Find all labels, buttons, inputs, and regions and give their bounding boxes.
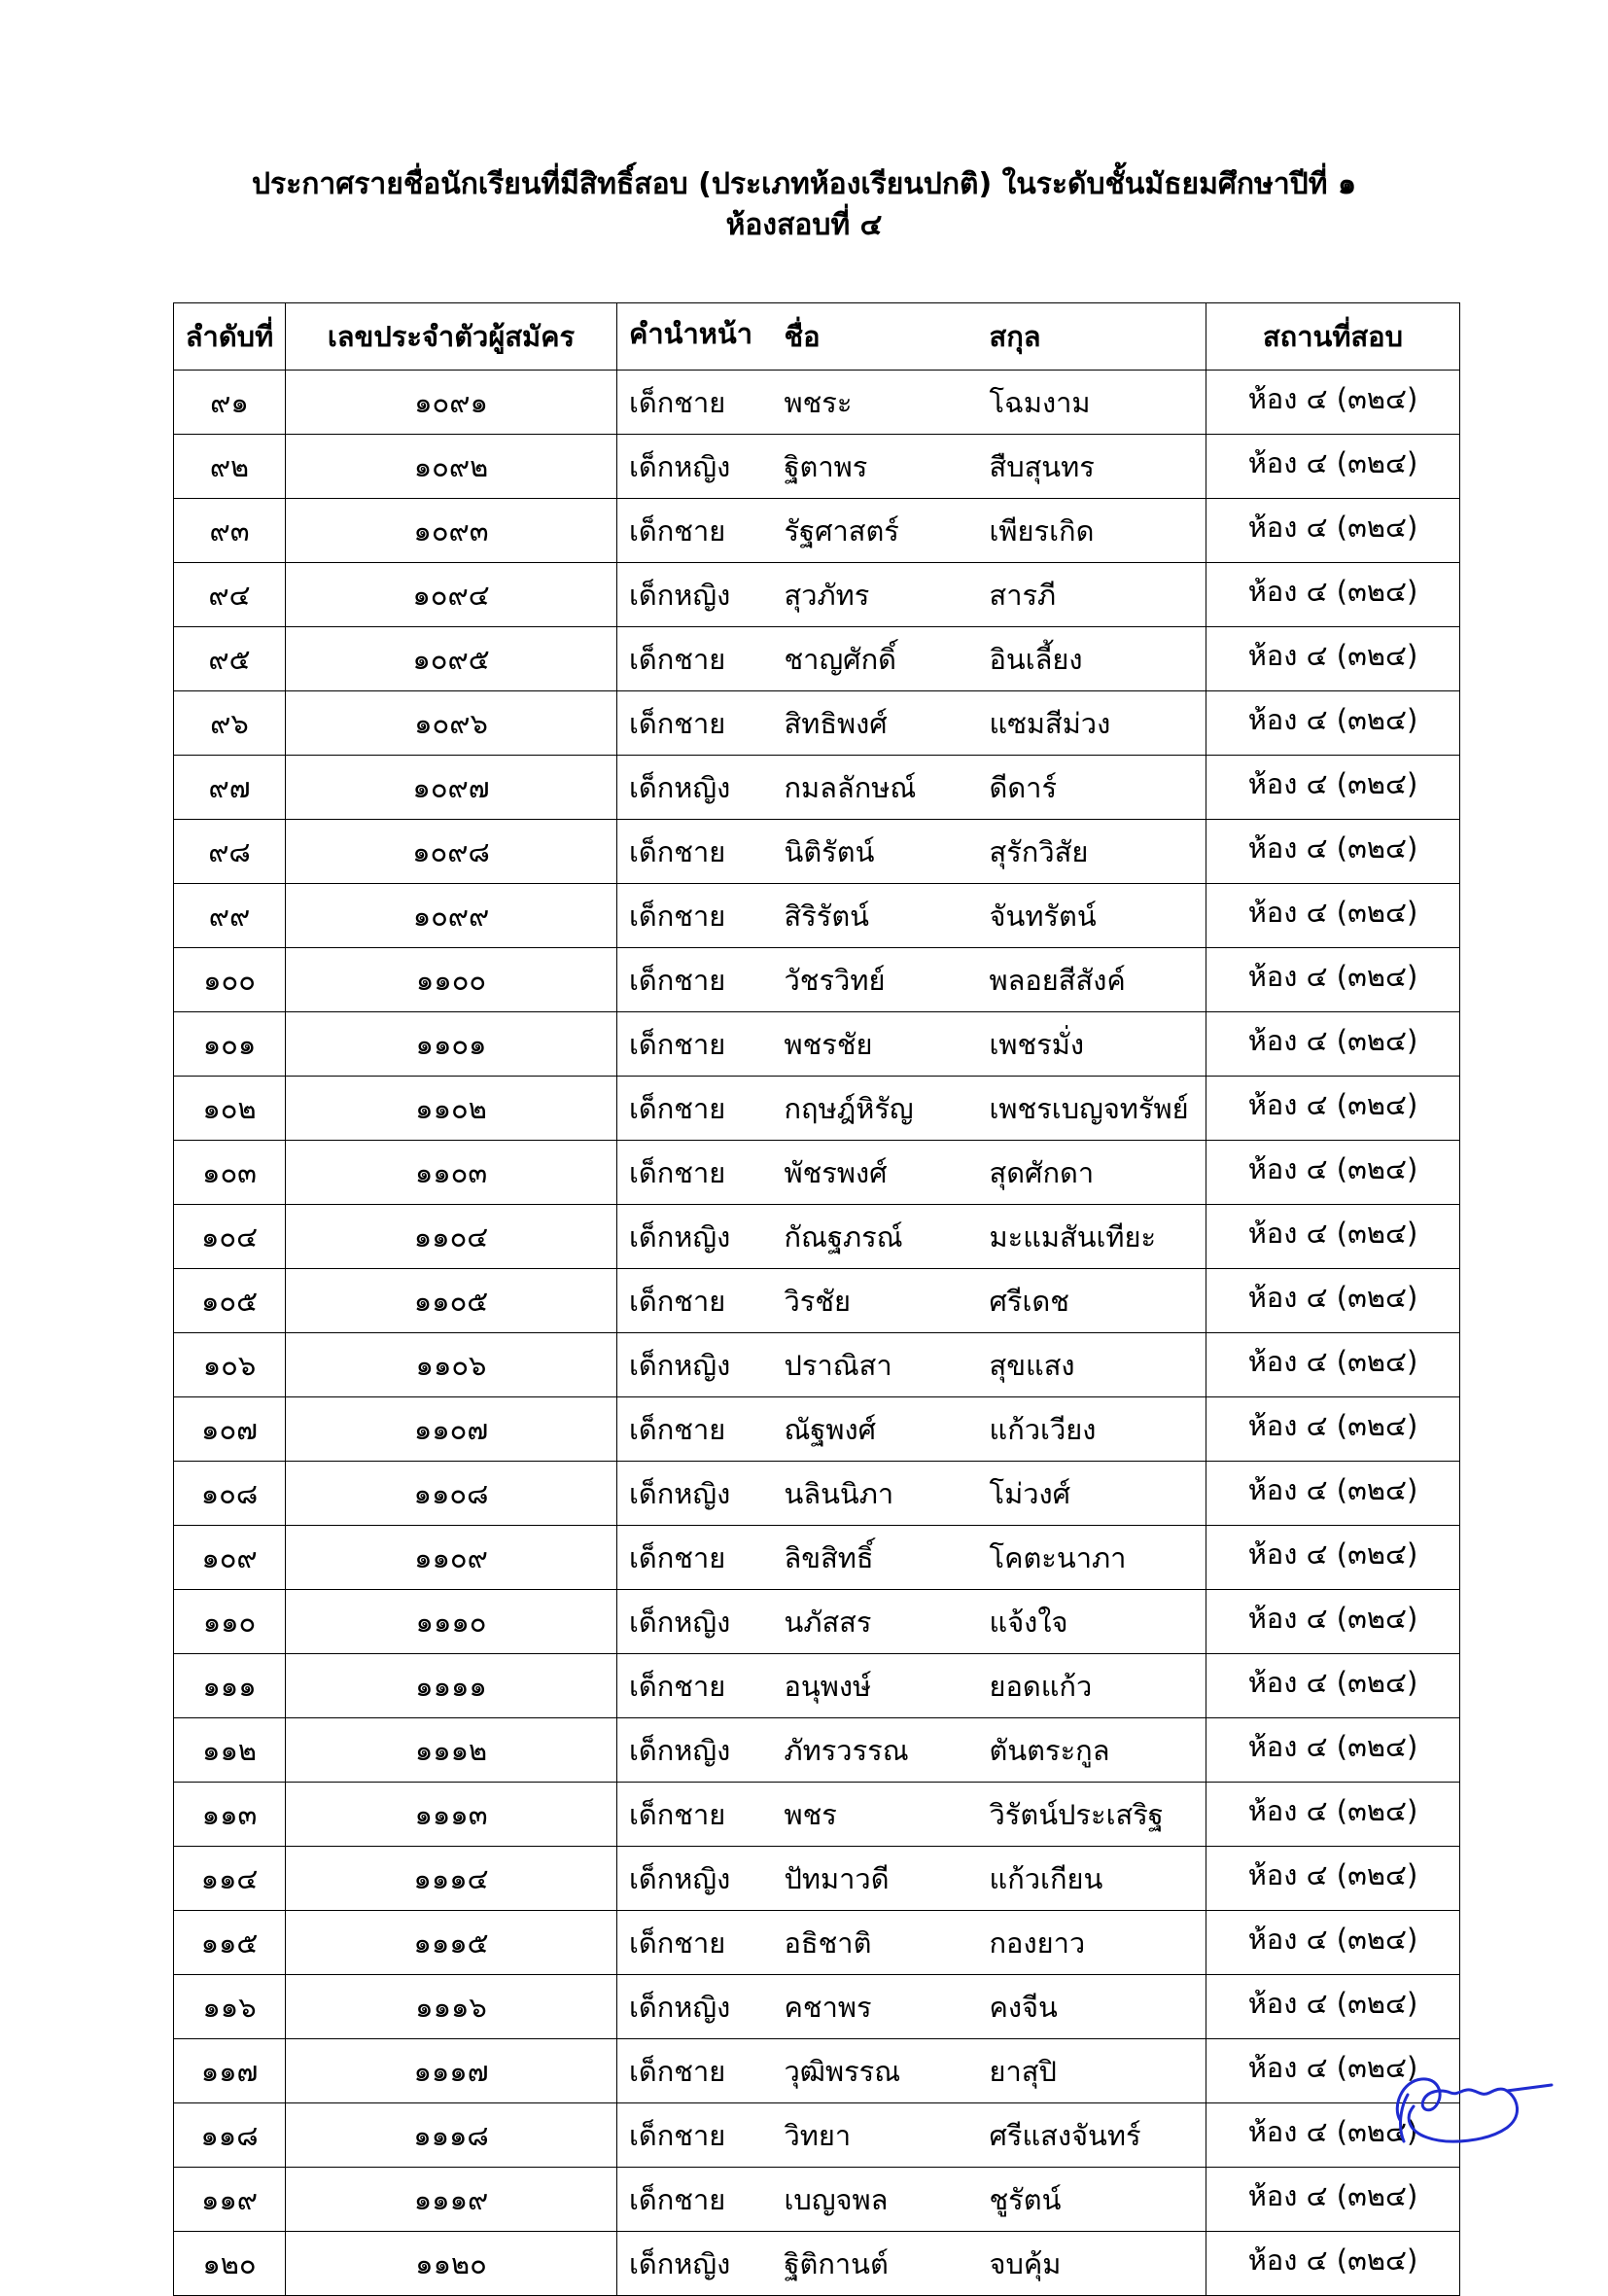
row-first-name: ฐิติกานต์ — [781, 2232, 986, 2296]
row-seq: ๑๐๘ — [174, 1462, 286, 1526]
row-applicant-id: ๑๐๙๓ — [286, 499, 617, 563]
row-prefix: เด็กชาย — [617, 627, 781, 691]
table-row — [174, 371, 1460, 435]
header-applicant-id: เลขประจำตัวผู้สมัคร — [286, 303, 617, 371]
table-row — [174, 756, 1460, 820]
row-last-name: มะแมสันเทียะ — [986, 1205, 1206, 1269]
row-prefix: เด็กชาย — [617, 1397, 781, 1462]
header-prefix: คำนำหน้า — [617, 303, 781, 371]
row-first-name: ลิขสิทธิ์ — [781, 1526, 986, 1590]
row-seq: ๙๘ — [174, 820, 286, 884]
row-last-name: เพชรเบญจทรัพย์ — [986, 1077, 1206, 1141]
row-applicant-id: ๑๑๐๒ — [286, 1077, 617, 1141]
row-exam-venue: ห้อง ๔ (๓๒๔) — [1206, 563, 1460, 627]
row-first-name: สิริรัตน์ — [781, 884, 986, 948]
row-first-name: ปราณิสา — [781, 1333, 986, 1397]
row-exam-venue: ห้อง ๔ (๓๒๔) — [1206, 1911, 1460, 1975]
row-seq: ๑๐๕ — [174, 1269, 286, 1333]
row-first-name: นลินนิภา — [781, 1462, 986, 1526]
row-seq: ๙๖ — [174, 691, 286, 756]
row-first-name: อธิชาติ — [781, 1911, 986, 1975]
row-applicant-id: ๑๑๑๕ — [286, 1911, 617, 1975]
row-applicant-id: ๑๑๑๗ — [286, 2039, 617, 2103]
row-last-name: สุดศักดา — [986, 1141, 1206, 1205]
row-prefix: เด็กหญิง — [617, 1205, 781, 1269]
row-last-name: อินเลี้ยง — [986, 627, 1206, 691]
table-row — [174, 563, 1460, 627]
row-last-name: แซมสีม่วง — [986, 691, 1206, 756]
signature-image — [1381, 2060, 1556, 2147]
row-first-name: ปัทมาวดี — [781, 1847, 986, 1911]
table-row — [174, 627, 1460, 691]
row-prefix: เด็กชาย — [617, 1783, 781, 1847]
row-last-name: ตันตระกูล — [986, 1718, 1206, 1783]
row-applicant-id: ๑๑๐๘ — [286, 1462, 617, 1526]
row-exam-venue: ห้อง ๔ (๓๒๔) — [1206, 820, 1460, 884]
table-row — [174, 1012, 1460, 1077]
table-row — [174, 884, 1460, 948]
row-seq: ๑๐๒ — [174, 1077, 286, 1141]
row-applicant-id: ๑๑๑๔ — [286, 1847, 617, 1911]
row-seq: ๑๐๖ — [174, 1333, 286, 1397]
row-seq: ๑๐๑ — [174, 1012, 286, 1077]
row-exam-venue: ห้อง ๔ (๓๒๔) — [1206, 756, 1460, 820]
row-prefix: เด็กชาย — [617, 1654, 781, 1718]
row-applicant-id: ๑๐๙๑ — [286, 371, 617, 435]
row-applicant-id: ๑๑๐๔ — [286, 1205, 617, 1269]
row-prefix: เด็กชาย — [617, 1526, 781, 1590]
row-prefix: เด็กหญิง — [617, 1333, 781, 1397]
table-row — [174, 1847, 1460, 1911]
row-seq: ๑๑๖ — [174, 1975, 286, 2039]
row-applicant-id: ๑๑๑๒ — [286, 1718, 617, 1783]
row-last-name: ยอดแก้ว — [986, 1654, 1206, 1718]
row-seq: ๑๒๐ — [174, 2232, 286, 2296]
row-applicant-id: ๑๐๙๒ — [286, 435, 617, 499]
row-exam-venue: ห้อง ๔ (๓๒๔) — [1206, 1590, 1460, 1654]
row-first-name: พชระ — [781, 371, 986, 435]
row-exam-venue: ห้อง ๔ (๓๒๔) — [1206, 371, 1460, 435]
row-exam-venue: ห้อง ๔ (๓๒๔) — [1206, 2232, 1460, 2296]
row-first-name: วุฒิพรรณ — [781, 2039, 986, 2103]
table-row — [174, 1141, 1460, 1205]
row-applicant-id: ๑๐๙๖ — [286, 691, 617, 756]
row-prefix: เด็กชาย — [617, 2168, 781, 2232]
row-last-name: ศรีเดช — [986, 1269, 1206, 1333]
row-applicant-id: ๑๑๑๙ — [286, 2168, 617, 2232]
row-last-name: ยาสุปิ — [986, 2039, 1206, 2103]
table-row — [174, 691, 1460, 756]
row-first-name: ฐิตาพร — [781, 435, 986, 499]
row-prefix: เด็กหญิง — [617, 1975, 781, 2039]
row-exam-venue: ห้อง ๔ (๓๒๔) — [1206, 1205, 1460, 1269]
row-seq: ๙๓ — [174, 499, 286, 563]
row-applicant-id: ๑๑๐๖ — [286, 1333, 617, 1397]
row-exam-venue: ห้อง ๔ (๓๒๔) — [1206, 884, 1460, 948]
row-prefix: เด็กหญิง — [617, 1590, 781, 1654]
row-first-name: พชรชัย — [781, 1012, 986, 1077]
table-row — [174, 2168, 1460, 2232]
row-exam-venue: ห้อง ๔ (๓๒๔) — [1206, 499, 1460, 563]
row-prefix: เด็กชาย — [617, 1012, 781, 1077]
row-applicant-id: ๑๐๙๕ — [286, 627, 617, 691]
student-roster-table — [173, 302, 1460, 2296]
header-first-name: ชื่อ — [781, 303, 986, 371]
table-row — [174, 1911, 1460, 1975]
table-row — [174, 1205, 1460, 1269]
table-row — [174, 1654, 1460, 1718]
row-exam-venue: ห้อง ๔ (๓๒๔) — [1206, 2039, 1460, 2103]
row-first-name: อนุพงษ์ — [781, 1654, 986, 1718]
row-seq: ๑๑๗ — [174, 2039, 286, 2103]
row-seq: ๙๕ — [174, 627, 286, 691]
row-applicant-id: ๑๑๐๗ — [286, 1397, 617, 1462]
row-first-name: พชร — [781, 1783, 986, 1847]
row-applicant-id: ๑๐๙๘ — [286, 820, 617, 884]
row-applicant-id: ๑๑๐๐ — [286, 948, 617, 1012]
row-last-name: จบคุ้ม — [986, 2232, 1206, 2296]
row-seq: ๙๗ — [174, 756, 286, 820]
row-last-name: ศรีแสงจันทร์ — [986, 2103, 1206, 2168]
header-seq: ลำดับที่ — [174, 303, 286, 371]
row-prefix: เด็กชาย — [617, 691, 781, 756]
row-last-name: โม่วงศ์ — [986, 1462, 1206, 1526]
row-applicant-id: ๑๑๑๑ — [286, 1654, 617, 1718]
row-prefix: เด็กชาย — [617, 371, 781, 435]
row-first-name: รัฐศาสตร์ — [781, 499, 986, 563]
row-prefix: เด็กหญิง — [617, 1718, 781, 1783]
table-row — [174, 1333, 1460, 1397]
row-applicant-id: ๑๑๐๑ — [286, 1012, 617, 1077]
row-last-name: เพียรเกิด — [986, 499, 1206, 563]
row-first-name: เบญจพล — [781, 2168, 986, 2232]
row-exam-venue: ห้อง ๔ (๓๒๔) — [1206, 1077, 1460, 1141]
row-seq: ๑๐๔ — [174, 1205, 286, 1269]
row-exam-venue: ห้อง ๔ (๓๒๔) — [1206, 1654, 1460, 1718]
row-applicant-id: ๑๑๐๙ — [286, 1526, 617, 1590]
row-prefix: เด็กชาย — [617, 499, 781, 563]
table-row — [174, 1718, 1460, 1783]
row-first-name: นภัสสร — [781, 1590, 986, 1654]
row-last-name: วิรัตน์ประเสริฐ — [986, 1783, 1206, 1847]
table-row — [174, 1590, 1460, 1654]
row-exam-venue: ห้อง ๔ (๓๒๔) — [1206, 691, 1460, 756]
row-last-name: กองยาว — [986, 1911, 1206, 1975]
row-last-name: แก้วเกียน — [986, 1847, 1206, 1911]
row-exam-venue: ห้อง ๔ (๓๒๔) — [1206, 2103, 1460, 2168]
row-first-name: กัณฐภรณ์ — [781, 1205, 986, 1269]
row-applicant-id: ๑๑๑๐ — [286, 1590, 617, 1654]
row-last-name: แจ้งใจ — [986, 1590, 1206, 1654]
row-first-name: ภัทรวรรณ — [781, 1718, 986, 1783]
row-first-name: คชาพร — [781, 1975, 986, 2039]
row-last-name: สุขแสง — [986, 1333, 1206, 1397]
row-exam-venue: ห้อง ๔ (๓๒๔) — [1206, 1397, 1460, 1462]
row-applicant-id: ๑๐๙๔ — [286, 563, 617, 627]
table-row — [174, 1975, 1460, 2039]
row-seq: ๑๑๘ — [174, 2103, 286, 2168]
row-last-name: สืบสุนทร — [986, 435, 1206, 499]
table-row — [174, 2103, 1460, 2168]
row-prefix: เด็กชาย — [617, 2039, 781, 2103]
row-first-name: สุวภัทร — [781, 563, 986, 627]
row-prefix: เด็กชาย — [617, 1269, 781, 1333]
row-prefix: เด็กชาย — [617, 948, 781, 1012]
table-row — [174, 2232, 1460, 2296]
row-seq: ๙๔ — [174, 563, 286, 627]
row-prefix: เด็กหญิง — [617, 1462, 781, 1526]
row-first-name: กฤษฎ์หิรัญ — [781, 1077, 986, 1141]
row-exam-venue: ห้อง ๔ (๓๒๔) — [1206, 1333, 1460, 1397]
row-last-name: โฉมงาม — [986, 371, 1206, 435]
row-exam-venue: ห้อง ๔ (๓๒๔) — [1206, 627, 1460, 691]
row-seq: ๑๑๓ — [174, 1783, 286, 1847]
row-last-name: คงจีน — [986, 1975, 1206, 2039]
row-exam-venue: ห้อง ๔ (๓๒๔) — [1206, 1783, 1460, 1847]
table-header-row — [174, 303, 1460, 371]
row-applicant-id: ๑๑๑๘ — [286, 2103, 617, 2168]
header-last-name: สกุล — [986, 303, 1206, 371]
row-last-name: ดีดาร์ — [986, 756, 1206, 820]
row-last-name: โคตะนาภา — [986, 1526, 1206, 1590]
row-seq: ๑๑๕ — [174, 1911, 286, 1975]
row-last-name: พลอยสีสังค์ — [986, 948, 1206, 1012]
row-prefix: เด็กหญิง — [617, 2232, 781, 2296]
row-prefix: เด็กชาย — [617, 1141, 781, 1205]
row-seq: ๑๑๐ — [174, 1590, 286, 1654]
document-title: ประกาศรายชื่อนักเรียนที่มีสิทธิ์สอบ (ประเภทห้องเรียนปกติ) ในระดับชั้นมัธยมศึกษาปีที่ ๑ — [251, 167, 1356, 201]
row-exam-venue: ห้อง ๔ (๓๒๔) — [1206, 1975, 1460, 2039]
row-first-name: วิรชัย — [781, 1269, 986, 1333]
row-first-name: วัชรวิทย์ — [781, 948, 986, 1012]
row-prefix: เด็กหญิง — [617, 563, 781, 627]
row-seq: ๑๑๑ — [174, 1654, 286, 1718]
row-prefix: เด็กชาย — [617, 884, 781, 948]
row-exam-venue: ห้อง ๔ (๓๒๔) — [1206, 1718, 1460, 1783]
row-exam-venue: ห้อง ๔ (๓๒๔) — [1206, 1462, 1460, 1526]
row-exam-venue: ห้อง ๔ (๓๒๔) — [1206, 1141, 1460, 1205]
row-exam-venue: ห้อง ๔ (๓๒๔) — [1206, 1526, 1460, 1590]
row-exam-venue: ห้อง ๔ (๓๒๔) — [1206, 948, 1460, 1012]
row-exam-venue: ห้อง ๔ (๓๒๔) — [1206, 2168, 1460, 2232]
row-seq: ๑๐๓ — [174, 1141, 286, 1205]
row-prefix: เด็กหญิง — [617, 1847, 781, 1911]
table-row — [174, 2039, 1460, 2103]
row-first-name: ชาญศักดิ์ — [781, 627, 986, 691]
table-row — [174, 499, 1460, 563]
table-row — [174, 1526, 1460, 1590]
row-applicant-id: ๑๑๑๖ — [286, 1975, 617, 2039]
table-row — [174, 1462, 1460, 1526]
table-row — [174, 948, 1460, 1012]
row-last-name: แก้วเวียง — [986, 1397, 1206, 1462]
row-applicant-id: ๑๑๐๓ — [286, 1141, 617, 1205]
row-applicant-id: ๑๑๐๕ — [286, 1269, 617, 1333]
row-last-name: จันทรัตน์ — [986, 884, 1206, 948]
row-prefix: เด็กหญิง — [617, 756, 781, 820]
header-exam-venue: สถานที่สอบ — [1206, 303, 1460, 371]
row-exam-venue: ห้อง ๔ (๓๒๔) — [1206, 1269, 1460, 1333]
row-prefix: เด็กชาย — [617, 1077, 781, 1141]
row-applicant-id: ๑๑๑๓ — [286, 1783, 617, 1847]
exam-room-subtitle: ห้องสอบที่ ๔ — [725, 208, 883, 242]
row-seq: ๑๐๗ — [174, 1397, 286, 1462]
row-first-name: สิทธิพงศ์ — [781, 691, 986, 756]
row-first-name: วิทยา — [781, 2103, 986, 2168]
table-row — [174, 820, 1460, 884]
row-last-name: เพชรมั่ง — [986, 1012, 1206, 1077]
row-seq: ๙๙ — [174, 884, 286, 948]
row-last-name: สารภี — [986, 563, 1206, 627]
row-exam-venue: ห้อง ๔ (๓๒๔) — [1206, 1012, 1460, 1077]
row-last-name: ชูรัตน์ — [986, 2168, 1206, 2232]
row-prefix: เด็กชาย — [617, 820, 781, 884]
row-first-name: กมลลักษณ์ — [781, 756, 986, 820]
row-prefix: เด็กหญิง — [617, 435, 781, 499]
table-row — [174, 1783, 1460, 1847]
row-first-name: พัชรพงศ์ — [781, 1141, 986, 1205]
row-seq: ๑๐๐ — [174, 948, 286, 1012]
row-applicant-id: ๑๐๙๙ — [286, 884, 617, 948]
table-row — [174, 1397, 1460, 1462]
row-seq: ๑๑๒ — [174, 1718, 286, 1783]
row-prefix: เด็กชาย — [617, 2103, 781, 2168]
row-applicant-id: ๑๐๙๗ — [286, 756, 617, 820]
table-row — [174, 1269, 1460, 1333]
row-exam-venue: ห้อง ๔ (๓๒๔) — [1206, 1847, 1460, 1911]
table-row — [174, 435, 1460, 499]
row-exam-venue: ห้อง ๔ (๓๒๔) — [1206, 435, 1460, 499]
row-first-name: ณัฐพงศ์ — [781, 1397, 986, 1462]
row-applicant-id: ๑๑๒๐ — [286, 2232, 617, 2296]
row-prefix: เด็กชาย — [617, 1911, 781, 1975]
row-seq: ๑๐๙ — [174, 1526, 286, 1590]
table-row — [174, 1077, 1460, 1141]
row-seq: ๑๑๙ — [174, 2168, 286, 2232]
row-seq: ๙๒ — [174, 435, 286, 499]
row-seq: ๙๑ — [174, 371, 286, 435]
row-first-name: นิติรัตน์ — [781, 820, 986, 884]
row-seq: ๑๑๔ — [174, 1847, 286, 1911]
row-last-name: สุรักวิสัย — [986, 820, 1206, 884]
